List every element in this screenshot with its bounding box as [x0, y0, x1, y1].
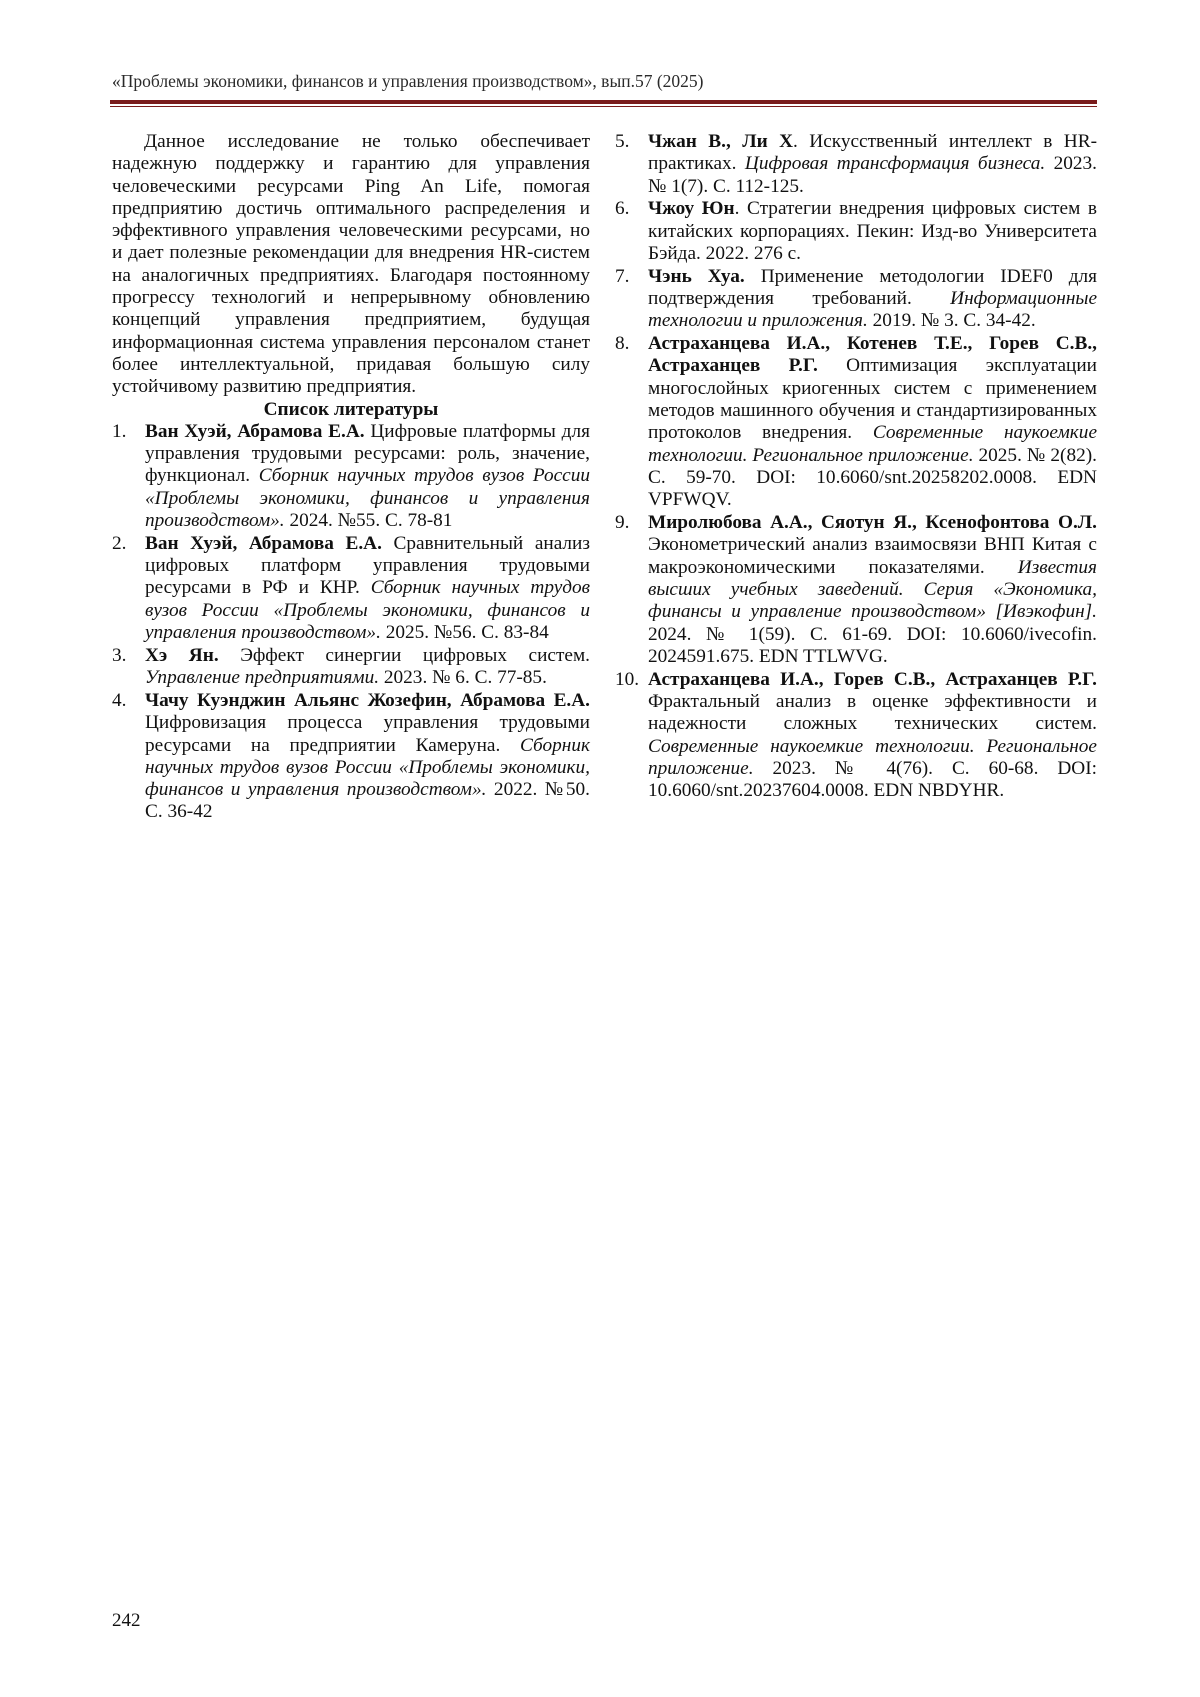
reference-authors: Миролюбова А.А., Сяотун Я., Ксенофонтова О.Л.: [648, 512, 1097, 534]
right-column: [615, 131, 1097, 803]
reference-text: Цифровизация процесса управления трудовыми ресурсами на предприятии Камеруна.: [145, 712, 590, 756]
reference-text: Цифровые платформы для управления трудовыми ресурсами: роль, значение, функционал.: [145, 420, 590, 487]
reference-number: 1.: [112, 420, 127, 442]
reference-authors: Хэ Ян.: [145, 644, 219, 666]
reference-number: 3.: [112, 644, 127, 666]
reference-details: 2025. №56. С. 83-84: [380, 622, 549, 644]
header-rule-thin: [110, 106, 1097, 107]
reference-number: 5.: [615, 131, 630, 152]
reference-authors: Ван Хуэй, Абрамова Е.А.: [145, 532, 382, 554]
reference-source: Сборник научных трудов вузов России «Проблемы экономики, финансов и управления производством».: [145, 577, 590, 644]
reference-number: 4.: [112, 689, 127, 711]
references-title: Список литературы: [263, 398, 439, 420]
reference-list-right: [615, 131, 1097, 802]
reference-number: 6.: [615, 198, 630, 220]
reference-item: [615, 198, 1097, 265]
left-column: [112, 131, 590, 824]
reference-authors: Чачу Куэнджин Альянс Жозефин, Абрамова Е.А.: [145, 689, 590, 711]
reference-details: 2023. № 1(7). С. 112-125.: [648, 153, 1097, 197]
reference-text: . Искусственный интеллект в HR-практиках.: [648, 131, 1097, 175]
reference-number: 7.: [615, 265, 630, 287]
reference-details: 2025. № 2(82). С. 59-70. DOI: 10.6060/snt.20258202.0008. EDN VPFWQV.: [648, 444, 1098, 511]
reference-details: 2024. № 1(59). С. 61-69. DOI: 10.6060/ivecofin. 2024591.675. EDN TTLWVG.: [648, 623, 1097, 667]
reference-details: 2023. № 6. С. 77-85.: [379, 667, 547, 689]
reference-source: Сборник научных трудов вузов России «Проблемы экономики, финансов и управления производством».: [145, 734, 590, 801]
reference-source: Сборник научных трудов вузов России «Проблемы экономики, финансов и управления производством».: [145, 465, 590, 532]
header-rule-thick: [110, 100, 1097, 104]
reference-authors: Астраханцева И.А., Котенев Т.Е., Горев С.В., Астраханцев Р.Г.: [648, 333, 1097, 377]
reference-text: Эконометрический анализ взаимосвязи ВНП Китая с макроэкономическими показателями.: [648, 534, 1097, 578]
reference-item: [112, 533, 590, 644]
reference-text: Фрактальный анализ в оценке эффективности и надежности сложных технических систем.: [648, 690, 1097, 735]
reference-details: 2023. № 4(76). С. 60-68. DOI: 10.6060/snt.20237604.0008. EDN NBDYHR.: [648, 757, 1097, 802]
reference-text: Эффект синергии цифровых систем.: [218, 644, 590, 666]
reference-item: [112, 421, 590, 532]
reference-source: Современные наукоемкие технологии. Региональное приложение.: [648, 422, 1097, 466]
reference-text: . Стратегии внедрения цифровых систем в китайских корпорациях. Пекин: Изд-во Университета Бэйда. 2022. 276 с.: [648, 198, 1097, 264]
reference-authors: Чжоу Юн: [648, 198, 735, 220]
journal-header: «Проблемы экономики, финансов и управления производством», вып.57 (2025): [112, 71, 704, 91]
page-number: 242: [112, 1610, 141, 1631]
reference-number: 9.: [615, 512, 630, 534]
reference-source: Цифровая трансформация бизнеса.: [744, 153, 1046, 175]
reference-number: 8.: [615, 333, 630, 355]
reference-text: Оптимизация эксплуатации многослойных криогенных систем с применением методов машинного обучения и стандартизированных протоколов внедрения.: [648, 355, 1097, 444]
reference-source: Современные наукоемкие технологии. Региональное приложение.: [648, 735, 1097, 779]
reference-source: Управление предприятиями.: [145, 667, 380, 689]
reference-number: 10.: [615, 668, 640, 690]
reference-authors: Чжан В., Ли Х: [648, 131, 794, 152]
reference-text: Применение методологии IDEF0 для подтверждения требований.: [648, 265, 1097, 310]
reference-text: Сравнительный анализ цифровых платформ управления трудовыми ресурсами в РФ и КНР.: [145, 532, 590, 599]
reference-item: [615, 131, 1097, 198]
reference-item: [615, 266, 1097, 333]
reference-item: [112, 690, 590, 824]
reference-item: [615, 669, 1097, 803]
reference-details: 2019. № 3. С. 34-42.: [867, 310, 1036, 332]
reference-source: Известия высших учебных заведений. Серия «Экономика, финансы и управление производством» [Ивэкофин].: [648, 556, 1097, 623]
reference-details: 2024. №55. С. 78-81: [284, 510, 453, 532]
reference-authors: Ван Хуэй, Абрамова Е.А.: [145, 420, 365, 442]
reference-item: [112, 645, 590, 690]
reference-item: [615, 512, 1097, 668]
reference-authors: Астраханцева И.А., Горев С.В., Астраханцев Р.Г.: [648, 668, 1097, 690]
reference-item: [615, 333, 1097, 511]
reference-number: 2.: [112, 532, 127, 554]
reference-details: 2022. №50. С. 36-42: [145, 779, 590, 823]
reference-authors: Чэнь Хуа.: [648, 265, 745, 287]
conclusion-paragraph: Данное исследование не только обеспечивает надежную поддержку и гарантию для управления человеческими ресурсами Ping An Life, помогая предприятию достичь оптимального распределения и эффективного управления человеческими ресурсами, но и дает полезные рекомендации для внедрения HR-систем на аналогичных предприятиях. Благодаря постоянному прогрессу технологий и непрерывному обновлению концепций управления предприятием, будущая информационная система управления персоналом станет более интеллектуальной, придавая большую силу устойчивому развитию предприятия.: [112, 131, 590, 398]
reference-list-left: [112, 421, 590, 824]
reference-source: Информационные технологии и приложения.: [648, 288, 1097, 332]
